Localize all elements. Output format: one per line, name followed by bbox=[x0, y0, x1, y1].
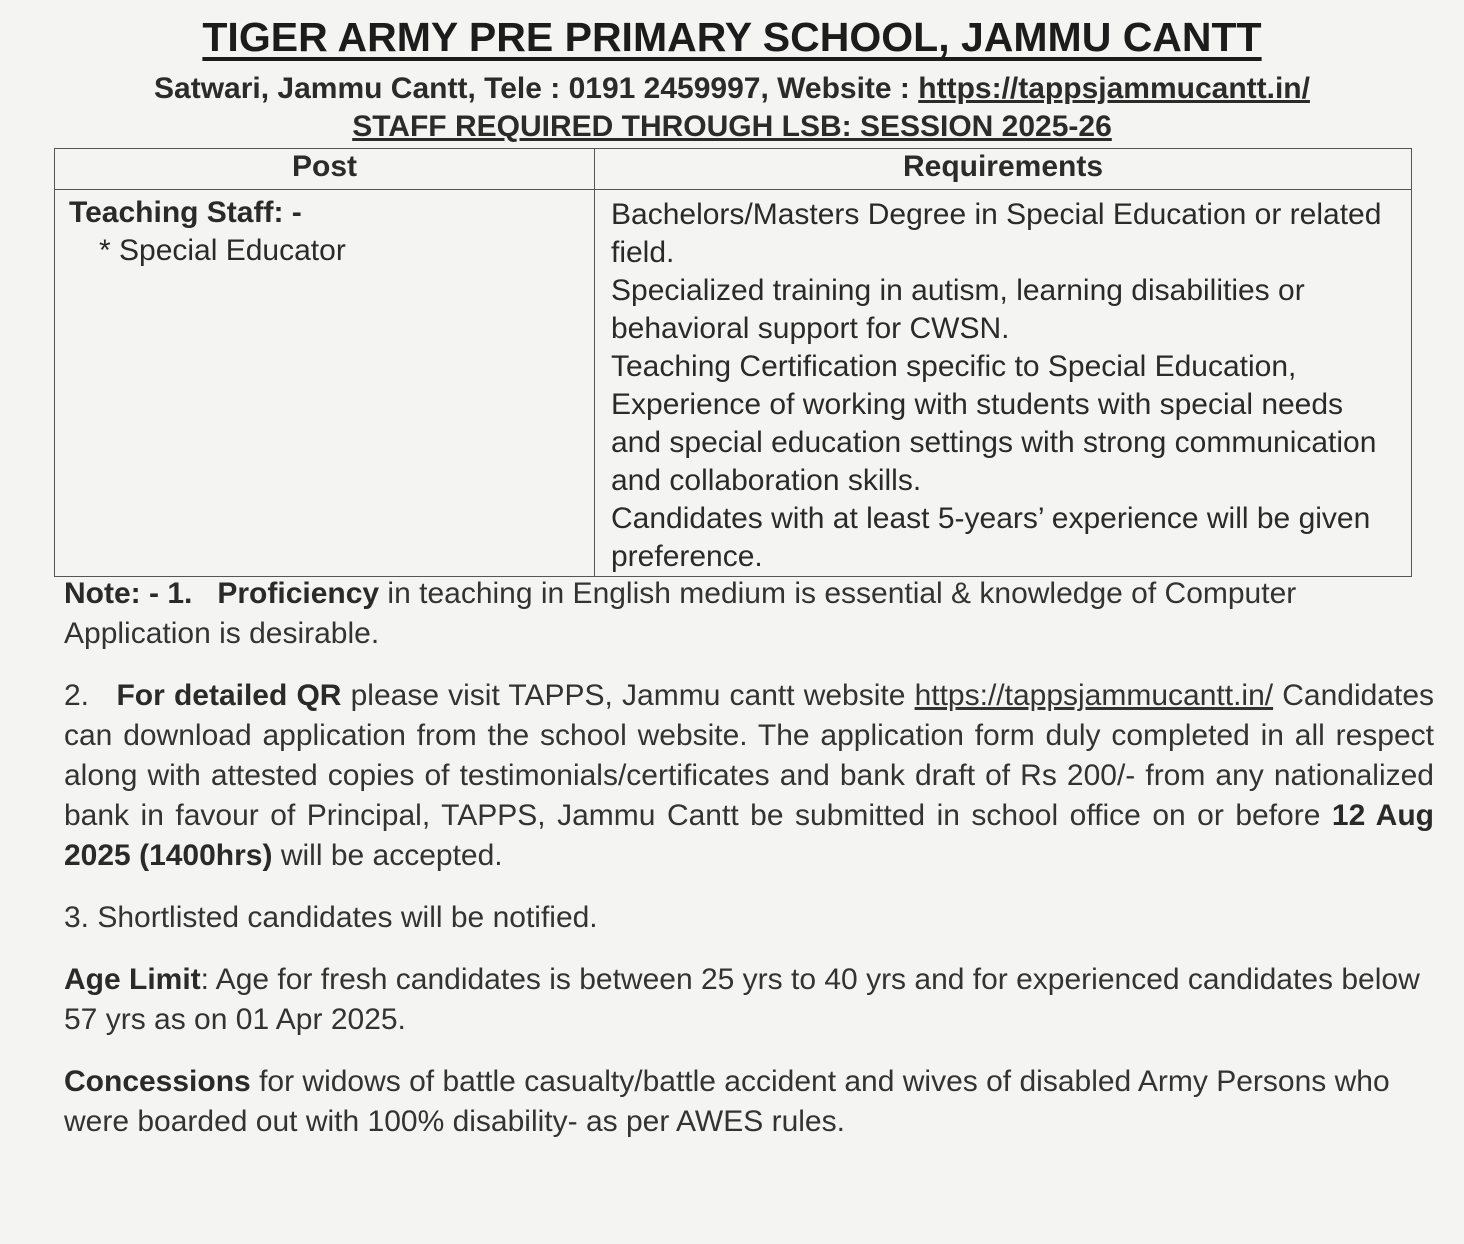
concessions-label: Concessions bbox=[64, 1065, 251, 1098]
concessions bbox=[64, 1062, 1434, 1142]
age-limit-label: Age Limit bbox=[64, 963, 201, 996]
session-text: STAFF REQUIRED THROUGH LSB: SESSION 2025-26 bbox=[352, 110, 1112, 143]
note2-text-1: please visit TAPPS, Jammu cantt website bbox=[341, 679, 915, 712]
table-row bbox=[55, 190, 1412, 577]
note1-keyword: Proficiency bbox=[217, 577, 380, 610]
address-line bbox=[0, 72, 1464, 106]
note2-text-2: Candidates can download application from the school website. The application form duly completed in all respect along with attested copies of testimonials/certificates and bank draft of Rs 200/- from any nationalized bank in favour of Principal, TAPPS, Jammu Cantt be submitted in school office on or before bbox=[64, 679, 1435, 832]
note1-text: in teaching in English medium is essential & knowledge of Computer Application is desirable. bbox=[64, 577, 1297, 650]
note2-text-3: will be accepted. bbox=[272, 839, 503, 872]
note-label: Note: - 1. bbox=[64, 577, 193, 610]
requirement-item: Candidates with at least 5-years’ experience will be given preference. bbox=[611, 502, 1371, 573]
table-header-row bbox=[55, 149, 1412, 190]
note2-number: 2. bbox=[64, 679, 90, 712]
requirements-cell bbox=[595, 190, 1412, 577]
school-name: TIGER ARMY PRE PRIMARY SCHOOL, JAMMU CANTT bbox=[202, 14, 1262, 60]
requirement-item: Teaching Certification specific to Special Education, Experience of working with students with special needs and special education settings with strong communication and collaboration skills. bbox=[611, 350, 1377, 497]
requirements-table bbox=[54, 148, 1412, 577]
post-heading: Teaching Staff: - bbox=[69, 196, 302, 229]
session-heading bbox=[0, 110, 1464, 144]
age-limit bbox=[64, 960, 1434, 1040]
concessions-text: for widows of battle casualty/battle accident and wives of disabled Army Persons who were boarded out with 100% disability- as per AWES rules. bbox=[64, 1065, 1390, 1138]
website-link[interactable]: https://tappsjammucantt.in/ bbox=[918, 72, 1310, 105]
post-cell bbox=[55, 190, 595, 577]
address-text: Satwari, Jammu Cantt, Tele : 0191 2459997, Website : bbox=[154, 72, 919, 105]
note-1 bbox=[64, 574, 1434, 654]
requirement-item: Specialized training in autism, learning disabilities or behavioral support for CWSN. bbox=[611, 274, 1305, 345]
note2-deadline: 12 Aug 2025 (1400hrs) bbox=[64, 799, 1434, 872]
requirements-header: Requirements bbox=[595, 149, 1412, 190]
note2-website-link[interactable]: https://tappsjammucantt.in/ bbox=[914, 679, 1274, 712]
note-2 bbox=[64, 676, 1434, 876]
age-limit-text: : Age for fresh candidates is between 25 yrs to 40 yrs and for experienced candidates below 57 yrs as on 01 Apr 2025. bbox=[64, 963, 1420, 1036]
note-3: 3. Shortlisted candidates will be notified. bbox=[64, 901, 598, 934]
post-header: Post bbox=[55, 149, 595, 190]
post-item: * Special Educator bbox=[99, 234, 346, 267]
page-title bbox=[0, 14, 1464, 61]
note2-keyword: For detailed QR bbox=[116, 679, 342, 712]
requirement-item: Bachelors/Masters Degree in Special Education or related field. bbox=[611, 198, 1382, 269]
